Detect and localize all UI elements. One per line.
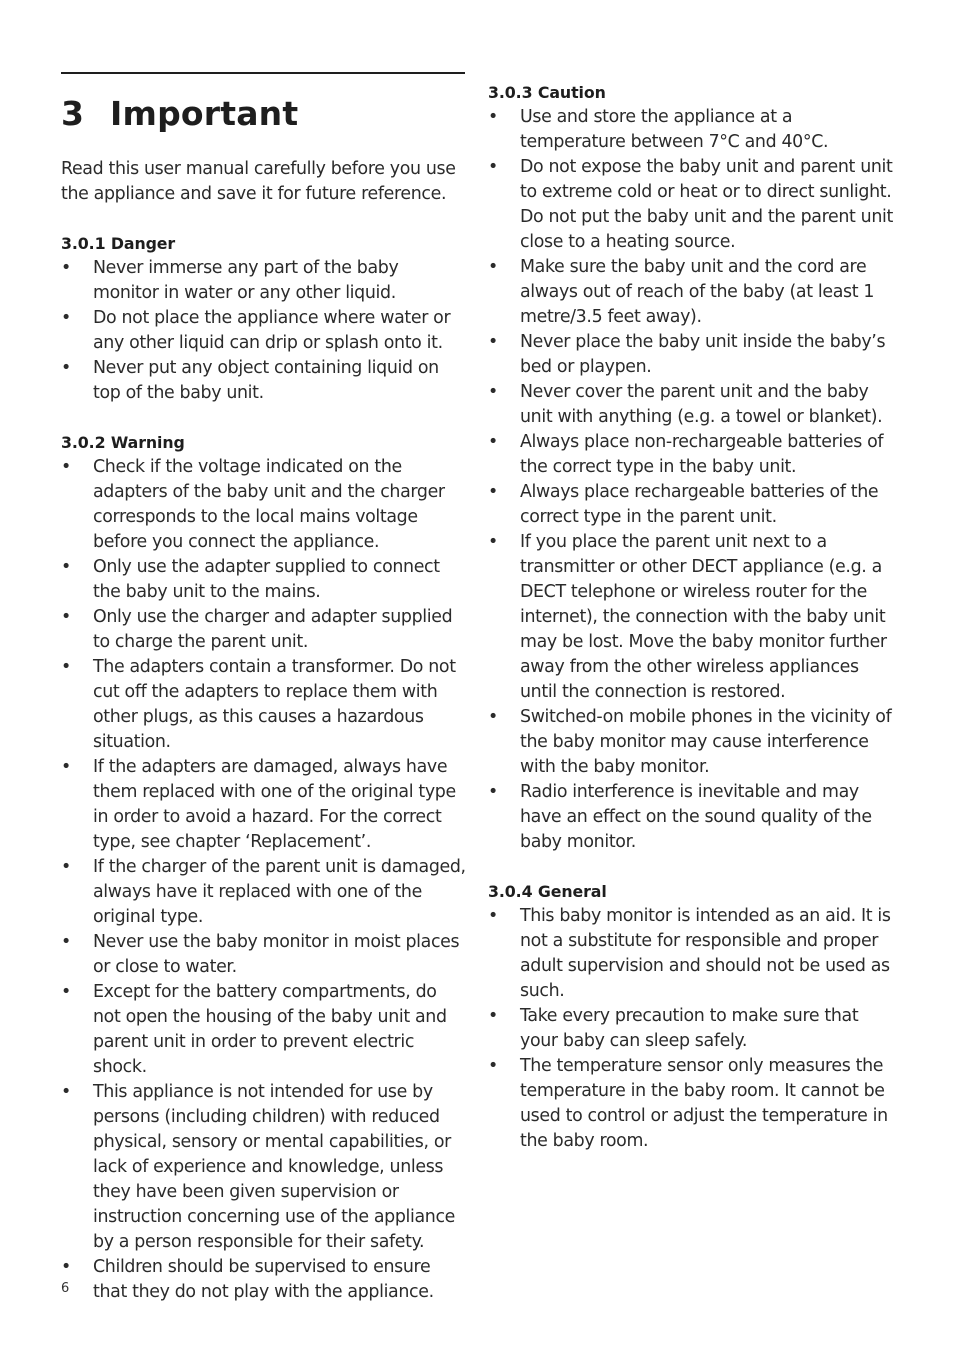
page-number: 6 (61, 1281, 70, 1296)
bullet-icon: • (488, 707, 498, 727)
section (61, 232, 467, 406)
bullet-list (488, 904, 894, 1154)
bullet-icon: • (488, 107, 498, 127)
list-item-text: Use and store the appliance at a temperature between 7°C and 40°C. (520, 107, 829, 152)
list-item (61, 1080, 467, 1255)
list-item (61, 555, 467, 605)
list-item (488, 255, 894, 330)
list-item (488, 530, 894, 705)
section-heading: 3.0.2 Warning (61, 433, 185, 452)
bullet-icon: • (61, 982, 71, 1002)
chapter-title-text: Important (110, 94, 299, 133)
list-item-text: Do not expose the baby unit and parent unit to extreme cold or heat or to direct sunlight. Do not put the baby unit and the parent unit close to a heating source. (520, 157, 893, 252)
list-item (488, 155, 894, 255)
list-item (61, 655, 467, 755)
list-item-text: The adapters contain a transformer. Do not cut off the adapters to replace them with other plugs, as this causes a hazardous situation. (93, 657, 456, 752)
list-item-text: If the adapters are damaged, always have them replaced with one of the original type in order to avoid a hazard. For the correct type, see chapter ‘Replacement’. (93, 757, 456, 852)
list-item (488, 330, 894, 380)
title-rule (61, 72, 465, 74)
list-item (488, 1054, 894, 1154)
right-sections (488, 81, 894, 1154)
bullet-icon: • (61, 1082, 71, 1102)
bullet-icon: • (61, 457, 71, 477)
list-item-text: Never put any object containing liquid on top of the baby unit. (93, 358, 439, 403)
list-item-text: Switched-on mobile phones in the vicinity of the baby monitor may cause interference with the baby monitor. (520, 707, 892, 777)
bullet-icon: • (61, 757, 71, 777)
bullet-icon: • (488, 157, 498, 177)
list-item-text: Take every precaution to make sure that your baby can sleep safely. (520, 1006, 859, 1051)
list-item (488, 105, 894, 155)
list-item (61, 1255, 467, 1305)
left-sections (61, 232, 467, 1305)
bullet-icon: • (488, 332, 498, 352)
section-heading: 3.0.4 General (488, 882, 607, 901)
list-item (61, 605, 467, 655)
list-item-text: The temperature sensor only measures the temperature in the baby room. It cannot be used to control or adjust the temperature in the baby room. (520, 1056, 888, 1151)
list-item-text: Only use the adapter supplied to connect the baby unit to the mains. (93, 557, 440, 602)
list-item (61, 980, 467, 1080)
list-item (61, 755, 467, 855)
list-item (488, 1004, 894, 1054)
bullet-icon: • (61, 1257, 71, 1277)
bullet-icon: • (61, 557, 71, 577)
bullet-list (488, 105, 894, 855)
section (488, 81, 894, 855)
bullet-icon: • (488, 782, 498, 802)
bullet-icon: • (61, 607, 71, 627)
bullet-icon: • (488, 482, 498, 502)
bullet-icon: • (488, 1006, 498, 1026)
list-item-text: Check if the voltage indicated on the adapters of the baby unit and the charger corresponds to the local mains voltage before you connect the appliance. (93, 457, 445, 552)
bullet-icon: • (61, 657, 71, 677)
bullet-icon: • (488, 906, 498, 926)
list-item-text: Always place non-rechargeable batteries of the correct type in the baby unit. (520, 432, 884, 477)
list-item (61, 256, 467, 306)
list-item-text: Except for the battery compartments, do not open the housing of the baby unit and parent unit in order to prevent electric shock. (93, 982, 447, 1077)
page-title (61, 94, 467, 133)
list-item-text: Never immerse any part of the baby monitor in water or any other liquid. (93, 258, 399, 303)
list-item (488, 430, 894, 480)
left-column (61, 72, 467, 1305)
list-item-text: Children should be supervised to ensure that they do not play with the appliance. (93, 1257, 434, 1302)
chapter-number: 3 (61, 94, 85, 133)
list-item (488, 705, 894, 780)
bullet-icon: • (488, 382, 498, 402)
list-item-text: If the charger of the parent unit is damaged, always have it replaced with one of the original type. (93, 857, 466, 927)
list-item (488, 904, 894, 1004)
right-column (488, 81, 894, 1154)
section-heading: 3.0.3 Caution (488, 83, 606, 102)
list-item-text: Always place rechargeable batteries of the correct type in the parent unit. (520, 482, 879, 527)
list-item (488, 480, 894, 530)
list-item-text: Make sure the baby unit and the cord are always out of reach of the baby (at least 1 metre/3.5 feet away). (520, 257, 875, 327)
list-item (61, 455, 467, 555)
bullet-icon: • (61, 258, 71, 278)
list-item-text: If you place the parent unit next to a transmitter or other DECT appliance (e.g. a DECT telephone or wireless router for the internet), the connection with the baby unit may be lost. Move the baby monitor further away from the other wireless appliances until the connection is restored. (520, 532, 887, 702)
list-item (488, 380, 894, 430)
list-item-text: Never cover the parent unit and the baby unit with anything (e.g. a towel or blanket). (520, 382, 883, 427)
bullet-icon: • (61, 308, 71, 328)
list-item-text: Radio interference is inevitable and may have an effect on the sound quality of the baby monitor. (520, 782, 872, 852)
list-item-text: Only use the charger and adapter supplied to charge the parent unit. (93, 607, 453, 652)
list-item-text: This baby monitor is intended as an aid. It is not a substitute for responsible and proper adult supervision and should not be used as such. (520, 906, 891, 1001)
list-item-text: This appliance is not intended for use by persons (including children) with reduced physical, sensory or mental capabilities, or lack of experience and knowledge, unless they have been given supervision or instruction concerning use of the appliance by a person responsible for their safety. (93, 1082, 456, 1252)
list-item (61, 356, 467, 406)
list-item-text: Do not place the appliance where water or any other liquid can drip or splash onto it. (93, 308, 451, 353)
bullet-icon: • (488, 1056, 498, 1076)
bullet-icon: • (61, 358, 71, 378)
bullet-icon: • (61, 932, 71, 952)
section (61, 431, 467, 1305)
list-item (61, 855, 467, 930)
list-item-text: Never use the baby monitor in moist places or close to water. (93, 932, 460, 977)
list-item (488, 780, 894, 855)
bullet-list (61, 455, 467, 1305)
section-heading: 3.0.1 Danger (61, 234, 176, 253)
bullet-icon: • (488, 257, 498, 277)
list-item (61, 306, 467, 356)
bullet-icon: • (61, 857, 71, 877)
bullet-icon: • (488, 432, 498, 452)
list-item (61, 930, 467, 980)
list-item-text: Never place the baby unit inside the baby’s bed or playpen. (520, 332, 886, 377)
bullet-list (61, 256, 467, 406)
section (488, 880, 894, 1154)
bullet-icon: • (488, 532, 498, 552)
intro-paragraph: Read this user manual carefully before you use the appliance and save it for future reference. (61, 159, 456, 204)
